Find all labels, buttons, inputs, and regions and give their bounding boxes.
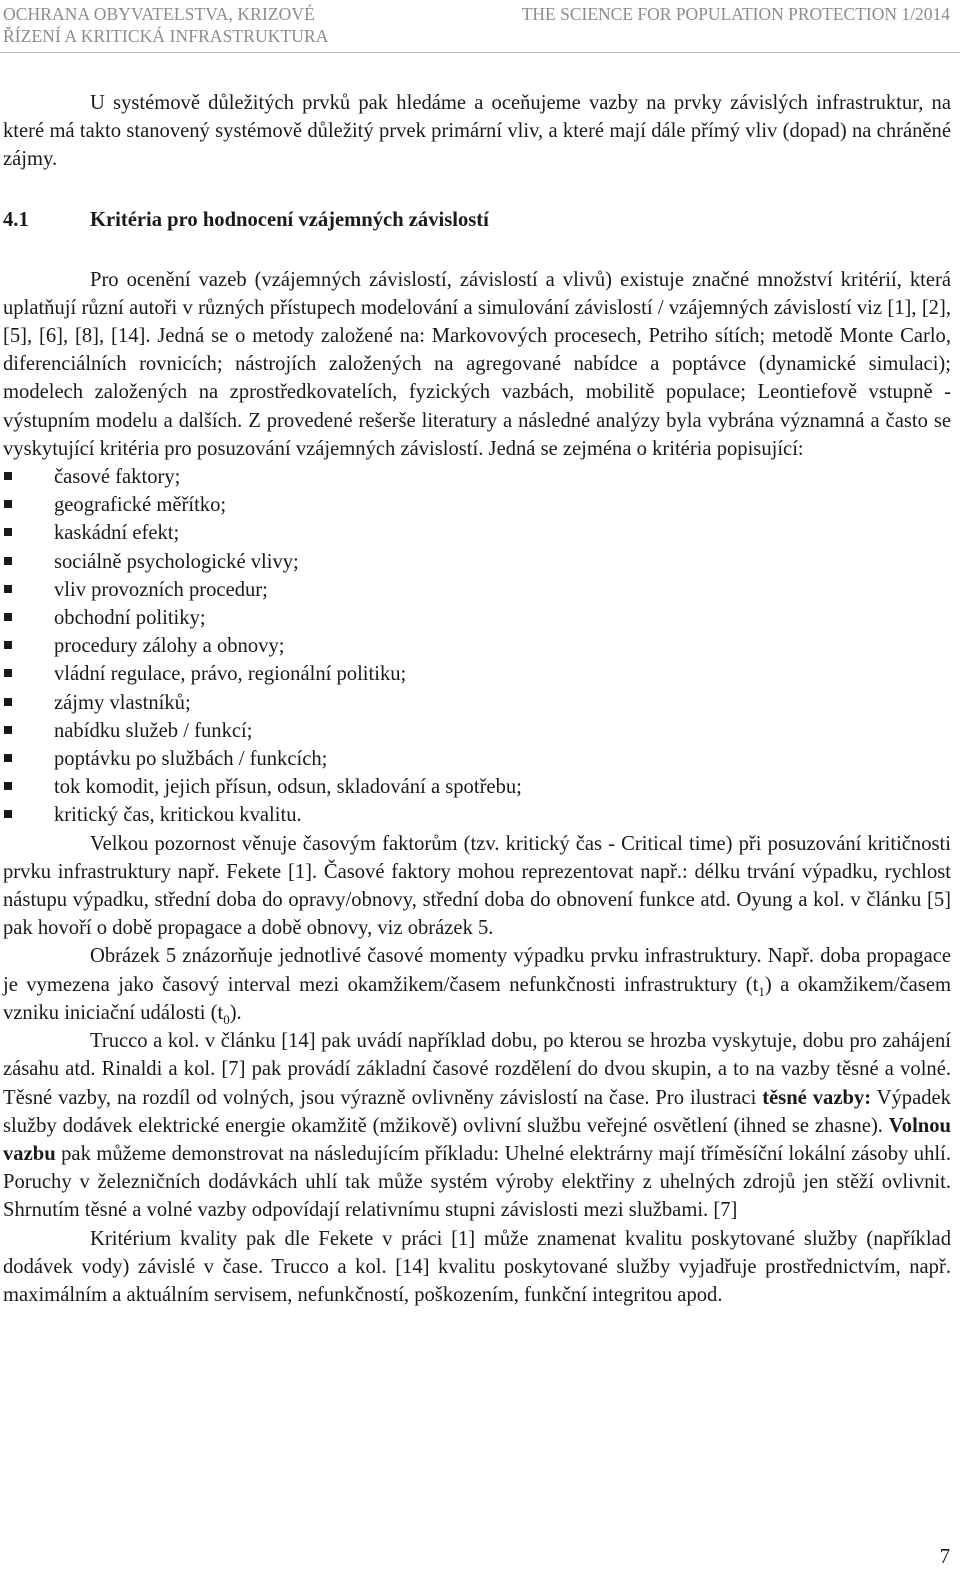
figure-text-part1: Obrázek 5 znázorňuje jednotlivé časové momenty výpadku prvku infrastruktury. Např. doba propagace je vymezena jako časový interval mezi okamžikem/časem nefunkčnosti infrastruktury (t — [3, 945, 951, 996]
criteria-list-item — [3, 689, 951, 717]
criteria-item-label: obchodní politiky; — [54, 607, 206, 630]
journal-title-english: THE SCIENCE FOR POPULATION PROTECTION 1/2014 — [521, 4, 950, 24]
square-bullet-icon — [4, 782, 12, 790]
square-bullet-icon — [4, 754, 12, 762]
square-bullet-icon — [4, 472, 12, 480]
criteria-list-item — [3, 745, 951, 773]
criteria-item-label: procedury zálohy a obnovy; — [54, 635, 285, 658]
criteria-item-label: kritický čas, kritickou kvalitu. — [54, 804, 302, 827]
criteria-item-label: časové faktory; — [54, 466, 181, 489]
coupling-text-part1: Trucco a kol. v článku [14] pak uvádí například dobu, po kterou se hrozba vyskytuje, dobu pro zahájení zásahu atd. Rinaldi a kol. [7] pak provádí základní časové rozdělení do dvou skupin, a to na vazby těsné a volné. Těsné vazby, na rozdíl od volných, jsou výrazně ovlivněny závislostí na čase. Pro ilustraci — [3, 1030, 951, 1109]
criteria-item-label: sociálně psychologické vlivy; — [54, 550, 299, 573]
criteria-item-label: kaskádní efekt; — [54, 522, 180, 545]
time-factors-paragraph: Velkou pozornost věnuje časovým faktorům (tzv. kritický čas - Critical time) při posuzování kritičnosti prvku infrastruktury např. Fekete [1]. Časové faktory mohou reprezentovat např.: délku trvání výpadku, rychlost nástupu výpadku, střední doba do opravy/obnovy, střední doba do obnovení funkce atd. Oyung a kol. v článku [5] pak hovoří o době propagace a době obnovy, viz obrázek 5. — [3, 832, 951, 940]
coupling-paragraph — [3, 1027, 951, 1224]
square-bullet-icon — [4, 698, 12, 706]
criteria-item-label: poptávku po službách / funkcích; — [54, 748, 328, 771]
criteria-list-item — [3, 548, 951, 576]
criteria-list-item — [3, 463, 951, 491]
figure-text-part2: ) a okamžikem/časem vzniku iniciační události (t — [3, 973, 951, 1024]
intro-paragraph: U systémově důležitých prvků pak hledáme a oceňujeme vazby na prvky závislých infrastruktur, na které má takto stanovený systémově důležitý prvek primární vliv, a které mají dále přímý vliv (dopad) na chráněné zájmy. — [3, 92, 951, 171]
square-bullet-icon — [4, 613, 12, 621]
criteria-item-label: geografické měřítko; — [54, 494, 227, 517]
criteria-list — [3, 463, 951, 830]
criteria-item-label: vliv provozních procedur; — [54, 578, 268, 601]
square-bullet-icon — [4, 585, 12, 593]
tight-coupling-term: těsné vazby: — [762, 1086, 872, 1109]
quality-paragraph: Kritérium kvality pak dle Fekete v práci [1] může znamenat kvalitu poskytované služby (například dodávek vody) závislé v čase. Trucco a kol. [14] kvalitu poskytované služby vyjadřuje prostřednictvím, např. maximálním a aktuálním servisem, nefunkčností, poškozením, funkční integritou apod. — [3, 1227, 951, 1306]
page-number: 7 — [939, 1546, 950, 1568]
coupling-text-part2: Výpadek služby dodávek elektrické energie okamžitě (mžikově) ovlivní službu veřejné osvětlení (ihned se zhasne). — [3, 1086, 951, 1137]
square-bullet-icon — [4, 726, 12, 734]
coupling-text-part3: pak můžeme demonstrovat na následujícím příkladu: Uhelné elektrárny mají tříměsíční lokální zásoby uhlí. Poruchy v železničních dodávkách uhlí tak může systém výroby elektřiny z uhelných zdrojů jen stěží ovlivnit. Shrnutím těsné a volné vazby odpovídají relativnímu stupni závislosti mezi službami. [7] — [3, 1142, 951, 1222]
journal-title-line1: OCHRANA OBYVATELSTVA, KRIZOVÉ — [3, 4, 315, 24]
criteria-list-item — [3, 632, 951, 660]
square-bullet-icon — [4, 528, 12, 536]
criteria-item-label: tok komodit, jejich přísun, odsun, skladování a spotřebu; — [54, 776, 522, 799]
section-title: Kritéria pro hodnocení vzájemných závislostí — [90, 208, 489, 231]
figure-description-paragraph — [3, 942, 951, 1027]
criteria-list-item — [3, 660, 951, 688]
criteria-list-item — [3, 717, 951, 745]
criteria-item-label: zájmy vlastníků; — [54, 691, 191, 714]
square-bullet-icon — [4, 641, 12, 649]
criteria-list-item — [3, 576, 951, 604]
criteria-list-item — [3, 773, 951, 801]
criteria-list-item — [3, 519, 951, 547]
article-body — [3, 89, 951, 1309]
loose-coupling-term: Volnou vazbu — [3, 1114, 951, 1165]
section-heading — [3, 206, 951, 234]
subscript-t0: 0 — [223, 1012, 230, 1027]
criteria-list-item — [3, 604, 951, 632]
criteria-item-label: vládní regulace, právo, regionální politiku; — [54, 663, 407, 686]
square-bullet-icon — [4, 810, 12, 818]
criteria-item-label: nabídku služeb / funkcí; — [54, 719, 253, 742]
criteria-list-item — [3, 801, 951, 829]
criteria-intro-paragraph: Pro ocenění vazeb (vzájemných závislostí, závislostí a vlivů) existuje značné množství kritérií, která uplatňují různí autoři v různých přístupech modelování a simulování závislostí / vzájemných závislostí viz [1], [2], [5], [6], [8], [14]. Jedná se o metody založené na: Markovových procesech, Petriho sítích; metodě Monte Carlo, diferenciálních rovnicích; nástrojích založených na agregované nabídce a poptávce (dynamické simulaci); modelech založených na zprostředkovatelích, fyzických vazbách, mobilitě populace; Leontiefově vstupně - výstupním modelu a dalších. Z provedené rešerše literatury a následné analýzy byla vybrána významná a často se vyskytující kritéria pro posuzování vzájemných závislostí. Jedná se zejména o kritéria popisující: — [3, 268, 951, 460]
subscript-t1: 1 — [758, 983, 765, 999]
square-bullet-icon — [4, 500, 12, 508]
figure-text-part3: ). — [229, 1001, 242, 1024]
square-bullet-icon — [4, 557, 12, 565]
criteria-list-item — [3, 491, 951, 519]
square-bullet-icon — [4, 669, 12, 677]
running-header — [0, 0, 960, 53]
journal-title-line2: ŘÍZENÍ A KRITICKÁ INFRASTRUKTURA — [3, 26, 329, 46]
journal-title-czech — [3, 3, 329, 47]
section-number: 4.1 — [3, 208, 29, 231]
